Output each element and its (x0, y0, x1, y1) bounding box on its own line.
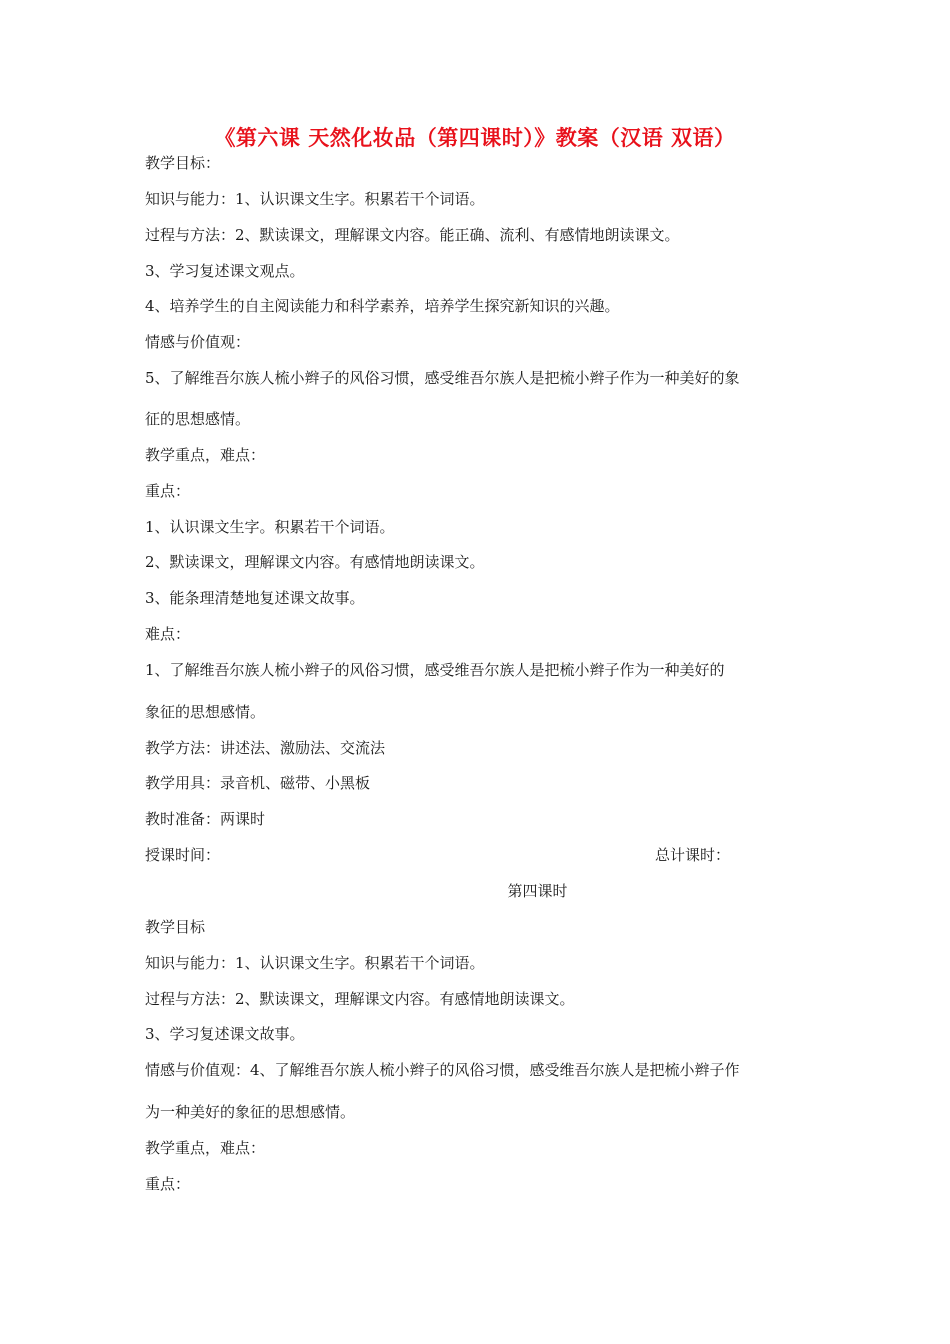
document-title: 《第六课 天然化妆品（第四课时）》教案（汉语 双语） (214, 126, 736, 150)
text-line: 情感与价值观： (145, 333, 251, 351)
text-line: 知识与能力：1、认识课文生字。积累若干个词语。 (145, 190, 485, 208)
text-line: 教学方法：讲述法、激励法、交流法 (145, 739, 386, 757)
total-hours-label: 总计课时： (655, 846, 731, 864)
text-line: 过程与方法：2、默读课文，理解课文内容。能正确、流利、有感情地朗读课文。 (145, 226, 680, 244)
text-line: 3、能条理清楚地复述课文故事。 (145, 589, 365, 607)
text-line: 知识与能力：1、认识课文生字。积累若干个词语。 (145, 954, 485, 972)
text-line: 2、默读课文，理解课文内容。有感情地朗读课文。 (145, 553, 485, 571)
text-line: 难点： (145, 625, 191, 643)
text-line: 3、学习复述课文故事。 (145, 1025, 305, 1043)
text-line: 教时准备：两课时 (145, 810, 266, 828)
text-line: 过程与方法：2、默读课文，理解课文内容。有感情地朗读课文。 (145, 990, 575, 1008)
text-line: 情感与价值观：4、了解维吾尔族人梳小辫子的风俗习惯，感受维吾尔族人是把梳小辫子作 (145, 1061, 740, 1079)
text-line: 重点： (145, 1175, 191, 1193)
text-line: 教学目标 (145, 918, 206, 936)
text-line: 征的思想感情。 (145, 410, 251, 428)
section-heading: 第四课时 (507, 882, 568, 900)
text-line: 4、培养学生的自主阅读能力和科学素养，培养学生探究新知识的兴趣。 (145, 297, 620, 315)
text-line: 教学目标： (145, 154, 221, 172)
text-line: 5、了解维吾尔族人梳小辫子的风俗习惯，感受维吾尔族人是把梳小辫子作为一种美好的象 (145, 369, 740, 387)
text-line: 1、认识课文生字。积累若干个词语。 (145, 518, 395, 536)
text-line: 为一种美好的象征的思想感情。 (145, 1103, 356, 1121)
text-line: 授课时间： (145, 846, 221, 864)
text-line: 教学重点，难点： (145, 446, 266, 464)
text-line: 教学重点，难点： (145, 1139, 266, 1157)
text-line: 3、学习复述课文观点。 (145, 262, 305, 280)
text-line: 象征的思想感情。 (145, 703, 266, 721)
text-line: 重点： (145, 482, 191, 500)
text-line: 教学用具：录音机、磁带、小黑板 (145, 774, 371, 792)
text-line: 1、了解维吾尔族人梳小辫子的风俗习惯，感受维吾尔族人是把梳小辫子作为一种美好的 (145, 661, 725, 679)
